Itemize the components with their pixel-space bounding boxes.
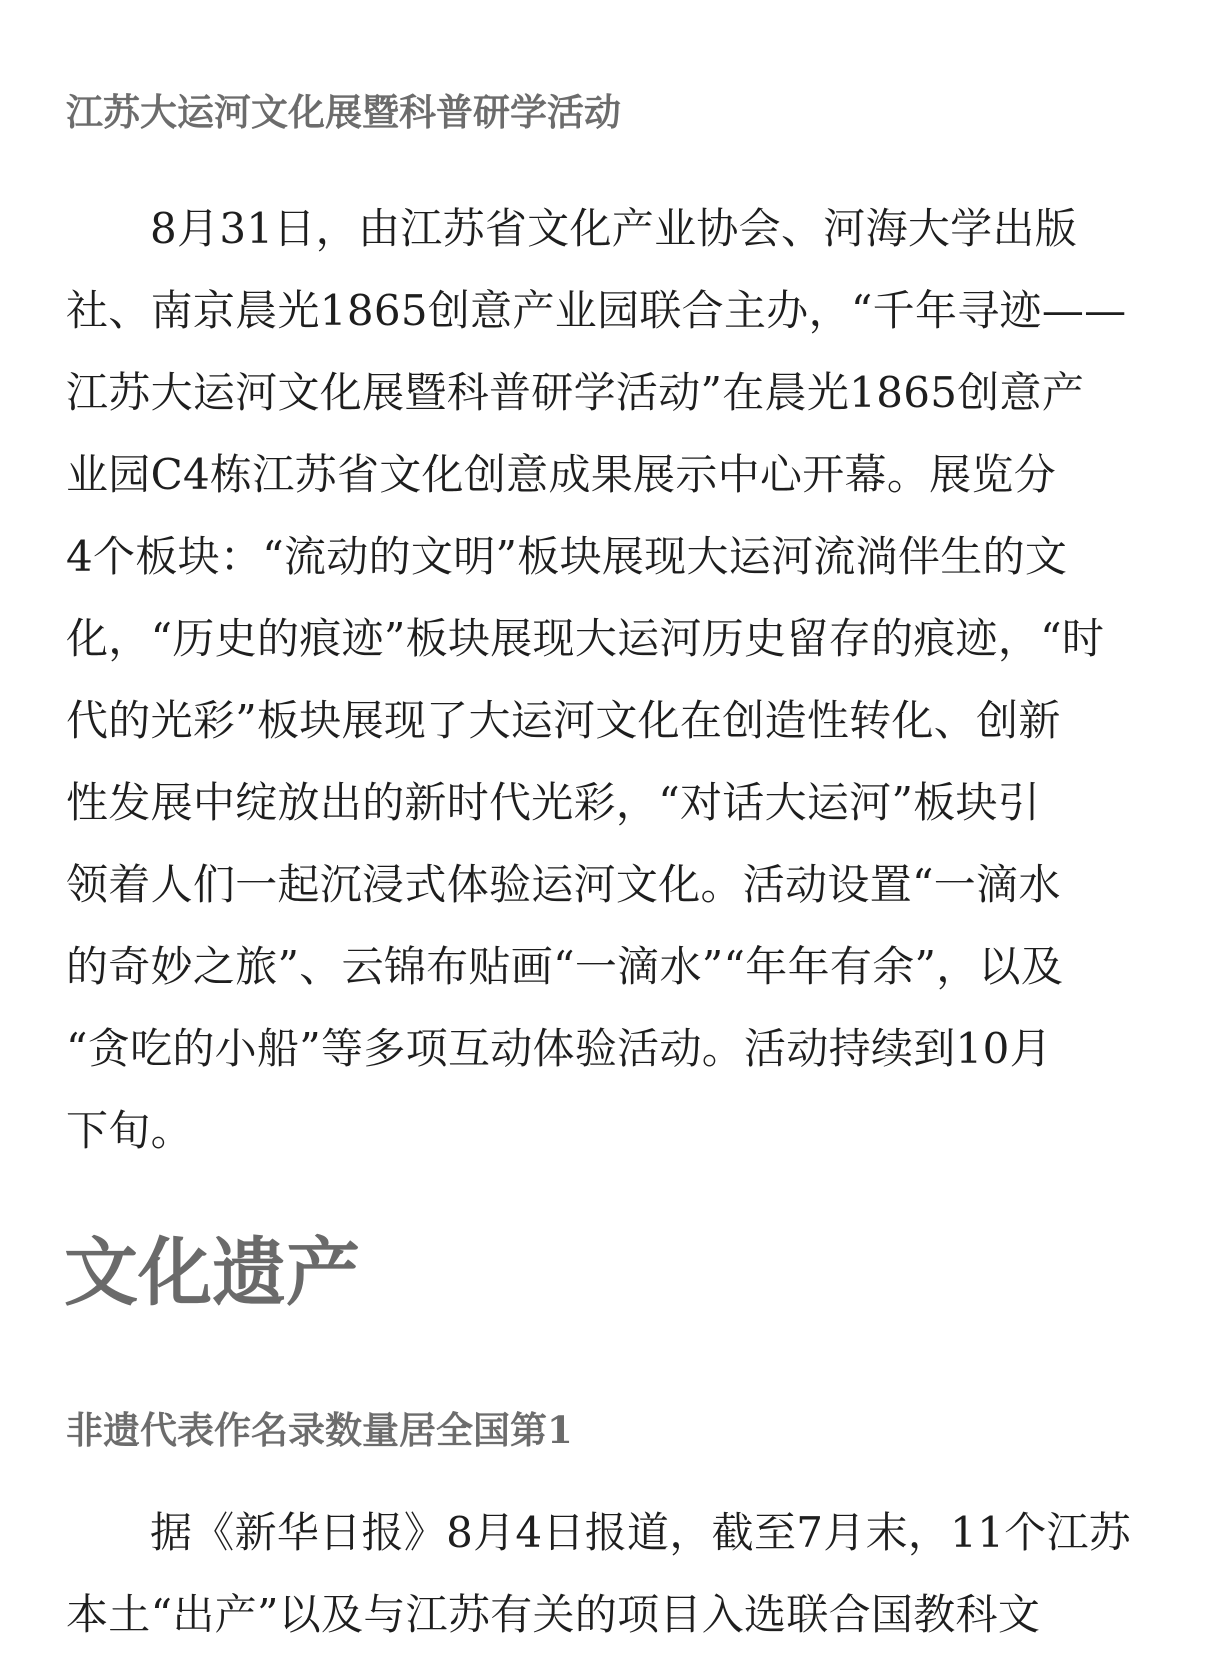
- body-line: 据《新华日报》8月4日报道，截至7月末，11个江苏: [150, 1508, 1132, 1557]
- body-line: 下旬。: [66, 1106, 193, 1155]
- article-body: [66, 1492, 1166, 1656]
- body-line: 业园C4栋江苏省文化创意成果展示中心开幕。展览分: [66, 450, 1057, 499]
- body-line: 社、南京晨光1865创意产业园联合主办，“千年寻迹——: [66, 286, 1127, 335]
- body-line: 代的光彩”板块展现了大运河文化在创造性转化、创新: [66, 696, 1061, 745]
- body-line: 4个板块：“流动的文明”板块展现大运河流淌伴生的文: [66, 532, 1068, 581]
- body-line: “贪吃的小船”等多项互动体验活动。活动持续到10月: [66, 1024, 1052, 1073]
- body-line: 化，“历史的痕迹”板块展现大运河历史留存的痕迹，“时: [66, 614, 1105, 663]
- article-title: 非遗代表作名录数量居全国第1: [66, 1408, 573, 1452]
- body-line: 本土“出产”以及与江苏有关的项目入选联合国教科文: [66, 1590, 1041, 1639]
- section-heading: 文化遗产: [64, 1230, 360, 1316]
- article-title: 江苏大运河文化展暨科普研学活动: [66, 90, 621, 134]
- body-line: 江苏大运河文化展暨科普研学活动”在晨光1865创意产: [66, 368, 1085, 417]
- body-line: 性发展中绽放出的新时代光彩，“对话大运河”板块引: [66, 778, 1041, 827]
- body-line: 8月31日，由江苏省文化产业协会、河海大学出版: [150, 204, 1078, 253]
- body-line: 领着人们一起沉浸式体验运河文化。活动设置“一滴水: [66, 860, 1061, 909]
- article-body: [66, 188, 1166, 1172]
- body-line: 的奇妙之旅”、云锦布贴画“一滴水”“年年有余”，以及: [66, 942, 1064, 991]
